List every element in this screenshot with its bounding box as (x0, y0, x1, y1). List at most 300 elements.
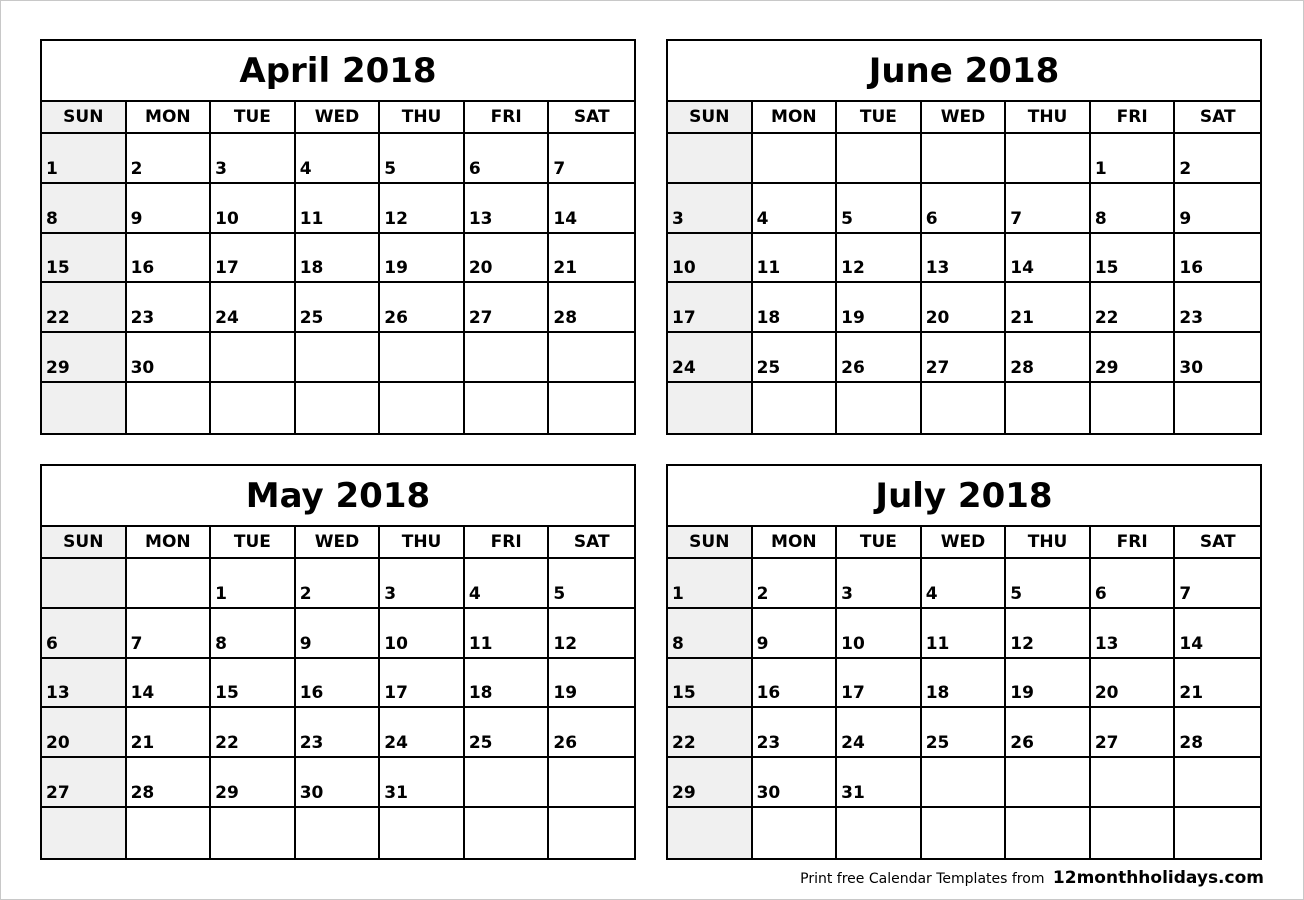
day-number: 5 (841, 208, 853, 229)
day-cell (42, 708, 127, 758)
day-cell (922, 134, 1007, 184)
day-cell (549, 333, 634, 383)
day-cell (380, 758, 465, 808)
day-cell (922, 659, 1007, 709)
day-number: 17 (384, 683, 408, 704)
day-number: 11 (756, 258, 781, 279)
day-cell (127, 283, 212, 333)
day-number: 24 (841, 733, 865, 754)
day-number: 11 (468, 633, 493, 654)
day-number: 25 (299, 308, 324, 329)
day-cell (42, 609, 127, 659)
day-cell (837, 283, 922, 333)
weekday-header: SUN (668, 527, 753, 559)
day-number: 12 (384, 208, 408, 229)
weekday-header: FRI (465, 102, 550, 134)
day-cell (1091, 659, 1176, 709)
day-cell (837, 609, 922, 659)
day-number: 14 (1010, 258, 1034, 279)
day-cell (549, 134, 634, 184)
day-number: 15 (1094, 258, 1119, 279)
day-cell (42, 758, 127, 808)
day-cell (127, 559, 212, 609)
day-cell (1175, 283, 1260, 333)
day-cell (753, 283, 838, 333)
day-cell (1006, 559, 1091, 609)
day-number: 9 (299, 633, 312, 654)
day-number: 30 (130, 358, 155, 379)
day-cell (1006, 808, 1091, 858)
day-cell (753, 559, 838, 609)
day-cell (1006, 184, 1091, 234)
day-number: 10 (215, 208, 239, 229)
day-cell (296, 708, 381, 758)
day-number: 8 (215, 633, 227, 654)
day-cell (837, 758, 922, 808)
day-number: 24 (215, 308, 239, 329)
weekday-header: WED (296, 527, 381, 559)
day-cell (465, 283, 550, 333)
day-cell (42, 808, 127, 858)
day-number: 21 (553, 258, 578, 279)
day-cell (1006, 758, 1091, 808)
day-cell (837, 333, 922, 383)
day-number: 13 (468, 208, 493, 229)
weekday-header: SUN (42, 527, 127, 559)
day-number: 25 (925, 733, 950, 754)
day-number: 14 (1179, 633, 1204, 654)
day-number: 30 (1179, 358, 1204, 379)
day-cell (1175, 184, 1260, 234)
day-cell (1175, 383, 1260, 433)
day-number: 20 (925, 308, 950, 329)
month-calendar (666, 39, 1262, 435)
footer (800, 868, 1264, 888)
day-cell (549, 659, 634, 709)
day-cell (211, 559, 296, 609)
day-number: 12 (841, 258, 865, 279)
day-cell (837, 134, 922, 184)
day-cell (296, 234, 381, 284)
day-number: 19 (384, 258, 408, 279)
day-number: 7 (1179, 583, 1192, 604)
day-number: 7 (553, 158, 566, 179)
day-number: 26 (841, 358, 865, 379)
weekday-header: MON (127, 102, 212, 134)
day-number: 20 (46, 733, 70, 754)
day-cell (211, 708, 296, 758)
day-number: 4 (925, 583, 938, 604)
day-number: 18 (756, 308, 781, 329)
day-number: 8 (1094, 208, 1107, 229)
day-cell (1175, 758, 1260, 808)
day-cell (668, 383, 753, 433)
day-number: 30 (756, 783, 781, 804)
day-number: 15 (672, 683, 696, 704)
day-cell (1091, 559, 1176, 609)
day-cell (380, 808, 465, 858)
day-cell (211, 758, 296, 808)
day-cell (465, 134, 550, 184)
day-number: 17 (215, 258, 239, 279)
day-cell (549, 383, 634, 433)
day-number: 31 (384, 783, 408, 804)
day-cell (1006, 609, 1091, 659)
day-cell (211, 808, 296, 858)
day-number: 22 (46, 308, 70, 329)
weekday-header: SAT (1175, 102, 1260, 134)
day-cell (127, 234, 212, 284)
day-number: 29 (672, 783, 696, 804)
day-cell (837, 559, 922, 609)
day-cell (1091, 283, 1176, 333)
weekday-header: TUE (211, 527, 296, 559)
day-cell (1091, 758, 1176, 808)
day-number: 12 (553, 633, 578, 654)
day-cell (668, 333, 753, 383)
weekday-header: SAT (549, 102, 634, 134)
day-number: 20 (1094, 683, 1119, 704)
day-cell (668, 758, 753, 808)
day-cell (465, 708, 550, 758)
day-cell (465, 333, 550, 383)
day-cell (296, 758, 381, 808)
day-cell (549, 808, 634, 858)
day-cell (1175, 659, 1260, 709)
day-number: 27 (1094, 733, 1119, 754)
day-number: 5 (1010, 583, 1023, 604)
day-cell (668, 234, 753, 284)
day-number: 28 (553, 308, 578, 329)
day-number: 23 (130, 308, 155, 329)
day-cell (753, 184, 838, 234)
day-cell (1006, 234, 1091, 284)
day-cell (922, 708, 1007, 758)
weekday-header: TUE (211, 102, 296, 134)
day-cell (211, 134, 296, 184)
day-number: 31 (841, 783, 865, 804)
weekday-header: MON (753, 102, 838, 134)
day-cell (668, 184, 753, 234)
day-number: 1 (46, 158, 58, 179)
day-number: 6 (468, 158, 481, 179)
day-number: 14 (130, 683, 155, 704)
day-number: 17 (841, 683, 865, 704)
day-number: 21 (1179, 683, 1204, 704)
day-cell (922, 808, 1007, 858)
day-number: 16 (130, 258, 155, 279)
day-cell (465, 234, 550, 284)
day-cell (127, 134, 212, 184)
day-number: 26 (553, 733, 578, 754)
day-cell (465, 383, 550, 433)
day-number: 7 (130, 633, 143, 654)
day-number: 13 (46, 683, 70, 704)
day-cell (1175, 134, 1260, 184)
day-number: 23 (299, 733, 324, 754)
day-number: 28 (130, 783, 155, 804)
day-number: 5 (384, 158, 397, 179)
day-number: 22 (215, 733, 239, 754)
weekday-header: SUN (668, 102, 753, 134)
day-cell (753, 609, 838, 659)
weekday-header: WED (922, 102, 1007, 134)
day-number: 29 (215, 783, 239, 804)
day-number: 19 (1010, 683, 1034, 704)
day-number: 13 (1094, 633, 1119, 654)
day-cell (922, 283, 1007, 333)
day-number: 1 (672, 583, 684, 604)
day-number: 18 (299, 258, 324, 279)
day-cell (380, 559, 465, 609)
day-cell (1091, 234, 1176, 284)
weekday-header: THU (380, 102, 465, 134)
day-number: 20 (468, 258, 493, 279)
day-number: 4 (756, 208, 769, 229)
day-cell (380, 283, 465, 333)
weekday-header: SAT (1175, 527, 1260, 559)
day-cell (42, 659, 127, 709)
day-cell (753, 708, 838, 758)
day-cell (1175, 708, 1260, 758)
day-cell (1175, 609, 1260, 659)
day-number: 3 (384, 583, 397, 604)
day-number: 18 (468, 683, 493, 704)
day-cell (753, 383, 838, 433)
day-number: 8 (672, 633, 684, 654)
day-number: 4 (468, 583, 481, 604)
day-cell (549, 609, 634, 659)
day-cell (380, 134, 465, 184)
day-cell (465, 559, 550, 609)
day-number: 22 (1094, 308, 1119, 329)
day-cell (1091, 808, 1176, 858)
day-cell (1006, 708, 1091, 758)
day-number: 29 (46, 358, 70, 379)
day-number: 9 (130, 208, 143, 229)
day-cell (42, 333, 127, 383)
day-number: 19 (841, 308, 865, 329)
day-cell (1006, 383, 1091, 433)
day-cell (549, 758, 634, 808)
day-cell (668, 659, 753, 709)
day-cell (1175, 808, 1260, 858)
day-cell (922, 383, 1007, 433)
day-number: 27 (925, 358, 950, 379)
day-cell (127, 659, 212, 709)
day-cell (465, 184, 550, 234)
day-cell (211, 333, 296, 383)
day-number: 2 (130, 158, 143, 179)
day-number: 22 (672, 733, 696, 754)
day-cell (668, 609, 753, 659)
day-cell (380, 234, 465, 284)
day-number: 11 (299, 208, 324, 229)
day-cell (380, 333, 465, 383)
day-cell (922, 234, 1007, 284)
day-number: 25 (468, 733, 493, 754)
day-cell (1091, 184, 1176, 234)
day-cell (211, 283, 296, 333)
day-cell (1091, 333, 1176, 383)
day-number: 30 (299, 783, 324, 804)
day-number: 1 (215, 583, 227, 604)
day-cell (296, 134, 381, 184)
day-cell (127, 758, 212, 808)
day-cell (753, 758, 838, 808)
day-cell (296, 283, 381, 333)
day-cell (127, 808, 212, 858)
day-cell (922, 758, 1007, 808)
day-cell (549, 708, 634, 758)
month-title: May 2018 (42, 466, 634, 527)
day-cell (922, 333, 1007, 383)
day-cell (380, 383, 465, 433)
day-cell (922, 184, 1007, 234)
day-cell (296, 333, 381, 383)
day-number: 5 (553, 583, 566, 604)
day-number: 11 (925, 633, 950, 654)
day-cell (380, 659, 465, 709)
day-cell (753, 808, 838, 858)
day-number: 17 (672, 308, 696, 329)
day-number: 6 (925, 208, 938, 229)
day-cell (837, 234, 922, 284)
day-number: 6 (1094, 583, 1107, 604)
day-number: 26 (384, 308, 408, 329)
day-cell (922, 559, 1007, 609)
day-cell (211, 609, 296, 659)
day-number: 3 (672, 208, 684, 229)
day-number: 27 (468, 308, 493, 329)
day-cell (1091, 134, 1176, 184)
day-number: 13 (925, 258, 950, 279)
day-cell (549, 234, 634, 284)
day-cell (380, 609, 465, 659)
weekday-header: WED (922, 527, 1007, 559)
day-number: 24 (672, 358, 696, 379)
day-cell (380, 184, 465, 234)
day-cell (1006, 134, 1091, 184)
day-cell (211, 383, 296, 433)
day-cell (380, 708, 465, 758)
day-cell (549, 184, 634, 234)
day-number: 9 (756, 633, 769, 654)
day-cell (127, 708, 212, 758)
day-number: 23 (756, 733, 781, 754)
weekday-header: TUE (837, 102, 922, 134)
day-number: 15 (215, 683, 239, 704)
day-number: 21 (1010, 308, 1034, 329)
day-cell (753, 333, 838, 383)
month-title: July 2018 (668, 466, 1260, 527)
day-cell (42, 184, 127, 234)
day-number: 15 (46, 258, 70, 279)
weekday-header: MON (753, 527, 838, 559)
day-cell (127, 333, 212, 383)
day-number: 14 (553, 208, 578, 229)
day-cell (1006, 333, 1091, 383)
day-number: 3 (841, 583, 853, 604)
day-number: 8 (46, 208, 58, 229)
day-cell (837, 184, 922, 234)
day-number: 12 (1010, 633, 1034, 654)
weekday-header: SAT (549, 527, 634, 559)
day-cell (1175, 559, 1260, 609)
day-cell (465, 659, 550, 709)
day-number: 2 (756, 583, 769, 604)
day-cell (42, 134, 127, 184)
day-number: 2 (1179, 158, 1192, 179)
day-cell (753, 134, 838, 184)
day-number: 16 (756, 683, 781, 704)
day-cell (668, 283, 753, 333)
day-cell (668, 134, 753, 184)
day-number: 29 (1094, 358, 1119, 379)
weekday-header: THU (380, 527, 465, 559)
day-cell (837, 708, 922, 758)
day-number: 28 (1179, 733, 1204, 754)
day-number: 10 (672, 258, 696, 279)
day-cell (127, 609, 212, 659)
day-cell (296, 808, 381, 858)
day-cell (668, 559, 753, 609)
day-number: 23 (1179, 308, 1204, 329)
day-cell (668, 708, 753, 758)
day-cell (127, 383, 212, 433)
month-title: June 2018 (668, 41, 1260, 102)
day-cell (1175, 333, 1260, 383)
day-cell (296, 659, 381, 709)
month-calendar (40, 39, 636, 435)
day-cell (1091, 708, 1176, 758)
month-title: April 2018 (42, 41, 634, 102)
day-number: 16 (299, 683, 324, 704)
day-cell (753, 659, 838, 709)
footer-site-link[interactable]: 12monthholidays.com (1052, 868, 1264, 888)
day-number: 3 (215, 158, 227, 179)
day-number: 6 (46, 633, 58, 654)
day-number: 19 (553, 683, 578, 704)
day-cell (1175, 234, 1260, 284)
weekday-header: THU (1006, 102, 1091, 134)
day-cell (549, 283, 634, 333)
weekday-header: FRI (465, 527, 550, 559)
day-cell (296, 383, 381, 433)
weekday-header: FRI (1091, 527, 1176, 559)
weekday-header: FRI (1091, 102, 1176, 134)
day-number: 10 (384, 633, 408, 654)
day-number: 24 (384, 733, 408, 754)
day-cell (837, 383, 922, 433)
footer-prefix: Print free Calendar Templates from (800, 871, 1045, 887)
day-number: 18 (925, 683, 950, 704)
day-number: 4 (299, 158, 312, 179)
day-number: 28 (1010, 358, 1034, 379)
weekday-header: MON (127, 527, 212, 559)
day-cell (1091, 609, 1176, 659)
weekday-header: WED (296, 102, 381, 134)
day-number: 27 (46, 783, 70, 804)
day-number: 26 (1010, 733, 1034, 754)
day-cell (296, 184, 381, 234)
day-cell (1006, 659, 1091, 709)
day-number: 16 (1179, 258, 1204, 279)
day-number: 2 (299, 583, 312, 604)
day-cell (1006, 283, 1091, 333)
day-cell (211, 659, 296, 709)
day-cell (837, 808, 922, 858)
